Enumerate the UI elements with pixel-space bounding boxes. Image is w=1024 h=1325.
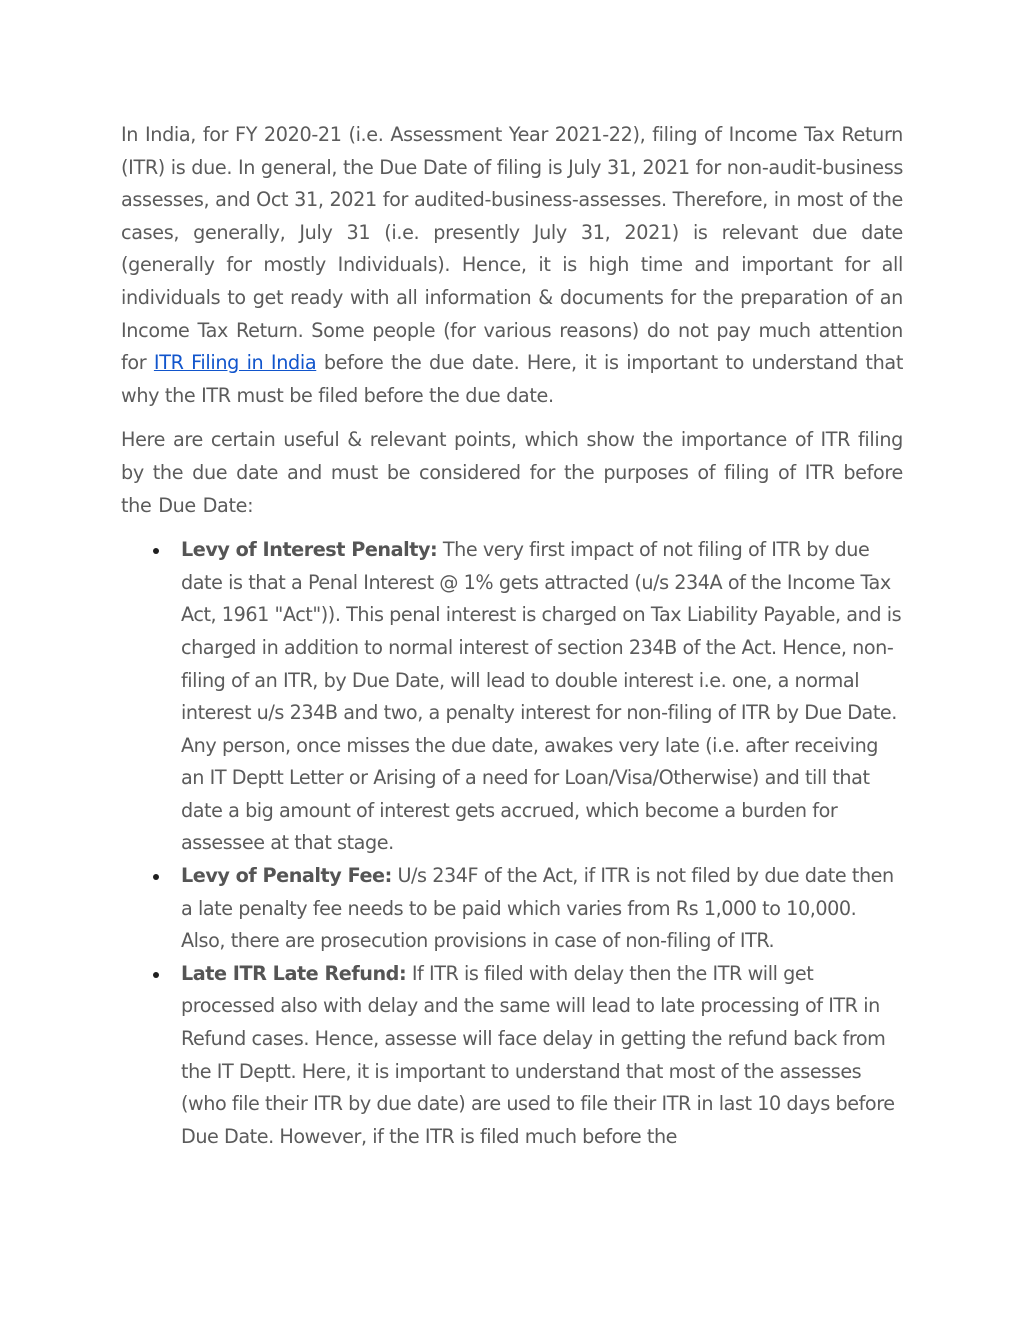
bullet-icon [153,874,159,880]
document-page [121,119,903,1153]
point-heading: Late ITR Late Refund: [181,961,407,985]
points-list [121,534,903,1153]
point-text: The very first impact of not filing of ITR by due date is that a Penal Interest @ 1% gets attracted (u/s 234A of the Income Tax Act, 1961 "Act")). This penal interest is charged on Tax Liability Payable, and is charged in addition to normal interest of section 234B of the Act. Hence, non-filing of an ITR, by Due Date, will lead to double interest i.e. one, a normal interest u/s 234B and two, a penalty interest for non-filing of ITR by Due Date. Any person, once misses the due date, awakes very late (i.e. after receiving an IT Deptt Letter or Arising of a need for Loan/Visa/Otherwise) and till that date a big amount of interest gets accrued, which become a burden for assessee at that stage. [181,538,902,855]
bullet-icon [153,972,159,978]
list-item [121,860,903,958]
point-text: If ITR is filed with delay then the ITR will get processed also with delay and the same will lead to late processing of ITR in Refund cases. Hence, assesse will face delay in getting the refund back from the IT Deptt. Here, it is important to understand that most of the assesses (who file their ITR by due date) are used to file their ITR in last 10 days before Due Date. However, if the ITR is filed much before the [181,961,895,1148]
point-heading: Levy of Penalty Fee: [181,864,392,888]
second-paragraph: Here are certain useful & relevant points, which show the importance of ITR filing by the due date and must be considered for the purposes of filing of ITR before the Due Date: [121,428,903,517]
list-item [121,958,903,1154]
point-heading: Levy of Interest Penalty: [181,538,438,562]
list-item [121,534,903,860]
intro-paragraph [121,119,903,412]
bullet-icon [153,548,159,554]
intro-text-after-link: before the due date. Here, it is important to understand that why the ITR must be filed before the due date. [121,351,903,407]
point-text: U/s 234F of the Act, if ITR is not filed by due date then a late penalty fee needs to be paid which varies from Rs 1,000 to 10,000. Also, there are prosecution provisions in case of non-filing of ITR. [181,864,894,953]
intro-text-before-link: In India, for FY 2020-21 (i.e. Assessment Year 2021-22), filing of Income Tax Return (ITR) is due. In general, the Due Date of filing is July 31, 2021 for non-audit-business assesses, and Oct 31, 2021 for audited-business-assesses. Therefore, in most of the cases, generally, July 31 (i.e. presently July 31, 2021) is relevant due date (generally for mostly Individuals). Hence, it is high time and important for all individuals to get ready with all information & documents for the preparation of an Income Tax Return. Some people (for various reasons) do not pay much attention for [121,123,903,375]
itr-filing-link[interactable]: ITR Filing in India [153,351,317,375]
